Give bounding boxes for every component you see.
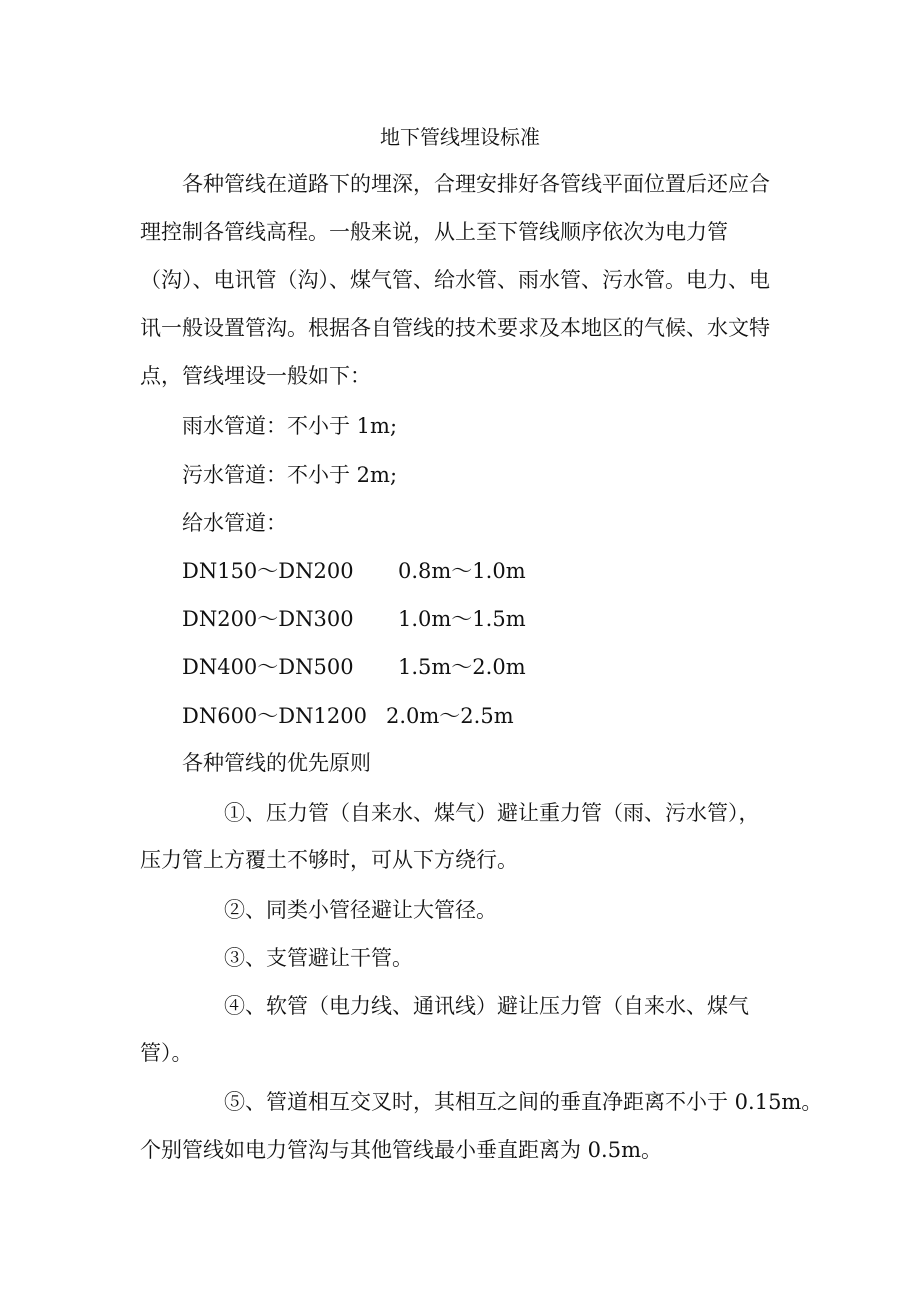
rain-pipe-depth: 雨水管道：不小于 1m; [182, 414, 398, 438]
water-pipe-row [182, 699, 822, 733]
rule-1-line: 压力管上方覆土不够时，可从下方绕行。 [140, 848, 518, 872]
pipe-depth: 0.8m～1.0m [398, 559, 526, 583]
rule-3: ③、支管避让干管。 [224, 946, 413, 970]
pipe-depth: 1.0m～1.5m [398, 607, 526, 631]
pipe-diameter: DN600～DN1200 [182, 704, 367, 728]
intro-paragraph-line: 讯一般设置管沟。根据各自管线的技术要求及本地区的气候、水文特 [140, 316, 770, 340]
water-pipe-row [182, 602, 822, 636]
intro-paragraph-line: 点，管线埋设一般如下： [140, 364, 371, 388]
intro-paragraph-line: 理控制各管线高程。一般来说，从上至下管线顺序依次为电力管 [140, 220, 728, 244]
pipe-depth: 1.5m～2.0m [398, 655, 526, 679]
rule-4-line: 管）。 [140, 1041, 193, 1065]
water-pipe-row [182, 650, 822, 684]
rule-5-line: ⑤、管道相互交叉时，其相互之间的垂直净距离不小于 0.15m。 [224, 1090, 823, 1114]
priority-heading: 各种管线的优先原则 [182, 751, 371, 775]
pipe-depth: 2.0m～2.5m [386, 704, 514, 728]
pipe-diameter: DN200～DN300 [182, 607, 354, 631]
rule-1-line: ①、压力管（自来水、煤气）避让重力管（雨、污水管）， [224, 801, 760, 825]
pipe-diameter: DN400～DN500 [182, 655, 354, 679]
sewage-pipe-depth: 污水管道：不小于 2m; [182, 463, 398, 487]
document-title: 地下管线埋设标准 [380, 125, 540, 149]
rule-5-line: 个别管线如电力管沟与其他管线最小垂直距离为 0.5m。 [140, 1138, 662, 1162]
water-pipe-heading: 给水管道： [182, 511, 287, 535]
rule-2: ②、同类小管径避让大管径。 [224, 898, 497, 922]
pipe-diameter: DN150～DN200 [182, 559, 354, 583]
rule-4-line: ④、软管（电力线、通讯线）避让压力管（自来水、煤气 [224, 994, 749, 1018]
water-pipe-row [182, 554, 822, 588]
intro-paragraph-line: （沟）、电讯管（沟）、煤气管、给水管、雨水管、污水管。电力、电 [140, 268, 770, 292]
intro-paragraph-line: 各种管线在道路下的埋深，合理安排好各管线平面位置后还应合 [182, 172, 770, 196]
